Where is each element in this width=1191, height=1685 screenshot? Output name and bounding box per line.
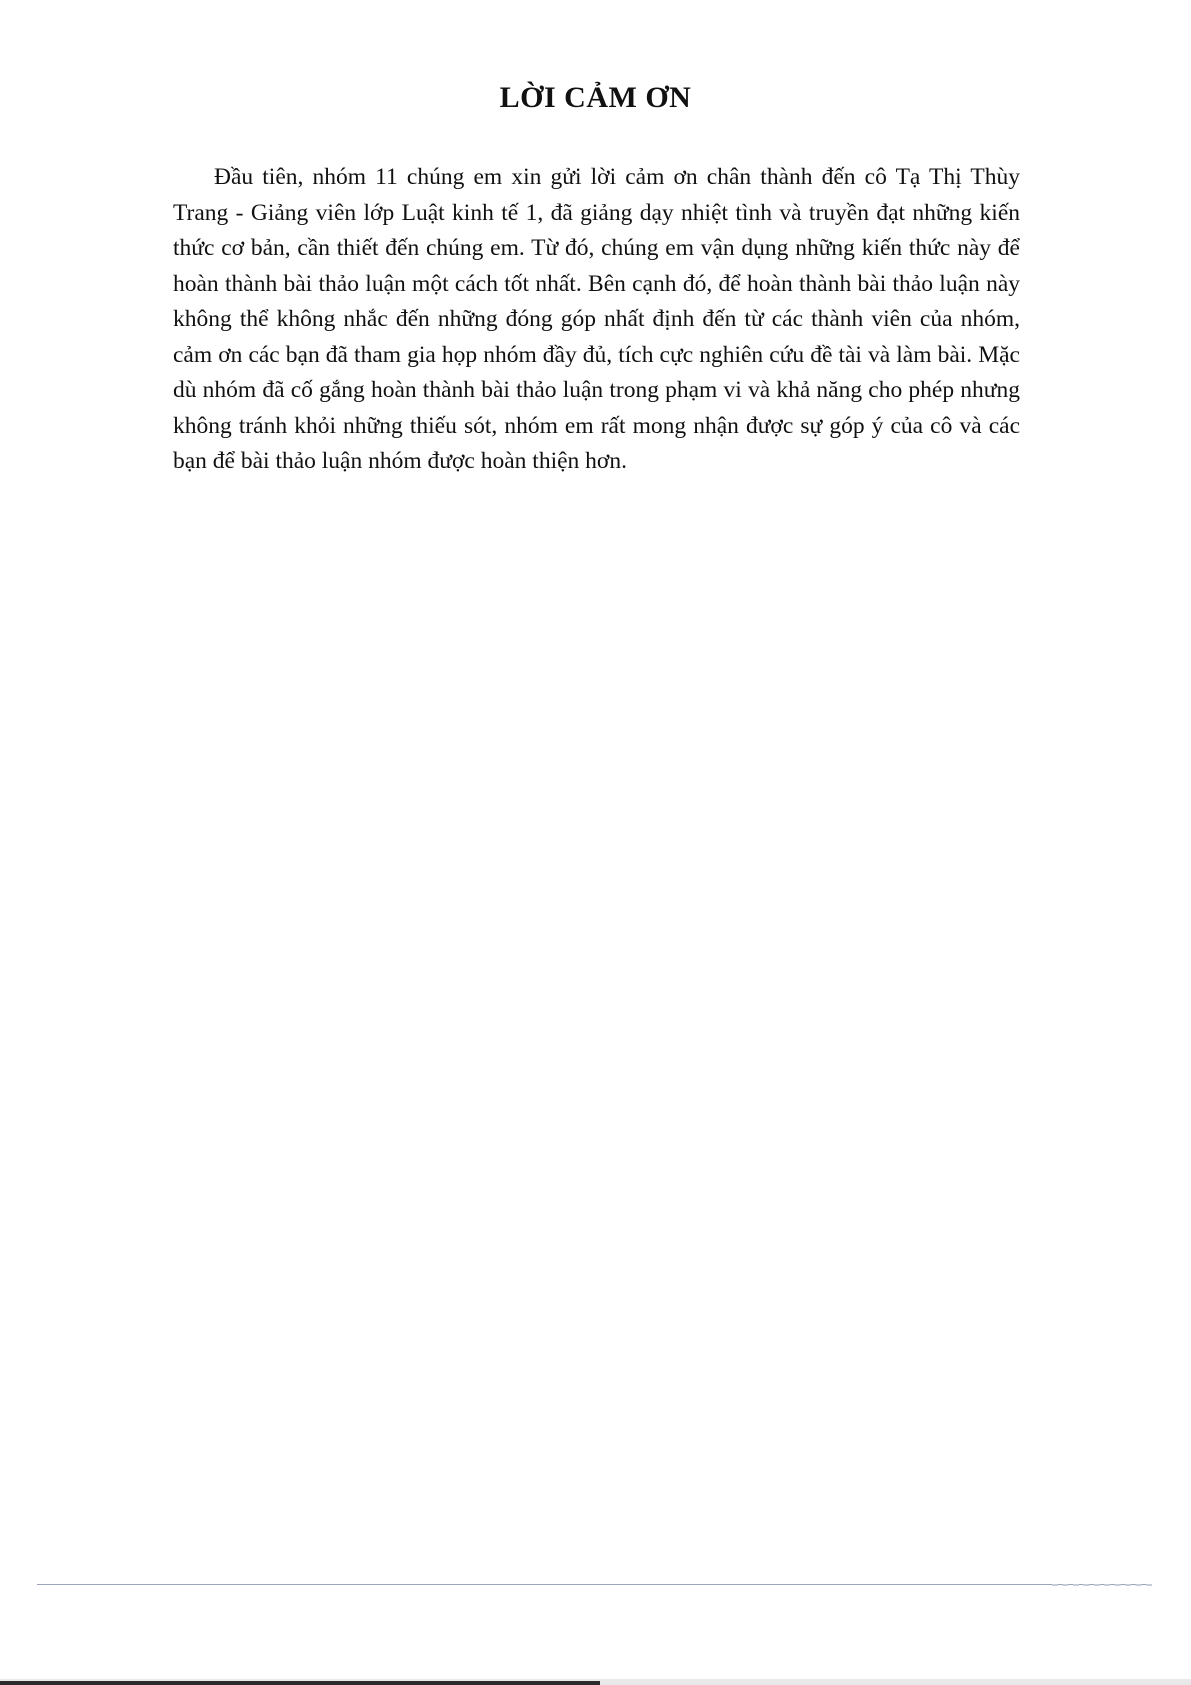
footer-divider [37,1584,1152,1585]
footer-divider-dashed [1052,1584,1152,1586]
body-paragraph: Đầu tiên, nhóm 11 chúng em xin gửi lời cảm ơn chân thành đến cô Tạ Thị Thùy Trang - Giảng viên lớp Luật kinh tế 1, đã giảng dạy nhiệt tình và truyền đạt những kiến thức cơ bản, cần thiết đến chúng em. Từ đó, chúng em vận dụng những kiến thức này để hoàn thành bài thảo luận một cách tốt nhất. Bên cạnh đó, để hoàn thành bài thảo luận này không thể không nhắc đến những đóng góp nhất định đến từ các thành viên của nhóm, cảm ơn các bạn đã tham gia họp nhóm đầy đủ, tích cực nghiên cứu đề tài và làm bài. Mặc dù nhóm đã cố gắng hoàn thành bài thảo luận trong phạm vi và khả năng cho phép nhưng không tránh khỏi những thiếu sót, nhóm em rất mong nhận được sự góp ý của cô và các bạn để bài thảo luận nhóm được hoàn thiện hơn. [173,164,1020,474]
page-title: LỜI CẢM ƠN [499,81,692,114]
page-bottom-edge-dark [0,1681,600,1685]
